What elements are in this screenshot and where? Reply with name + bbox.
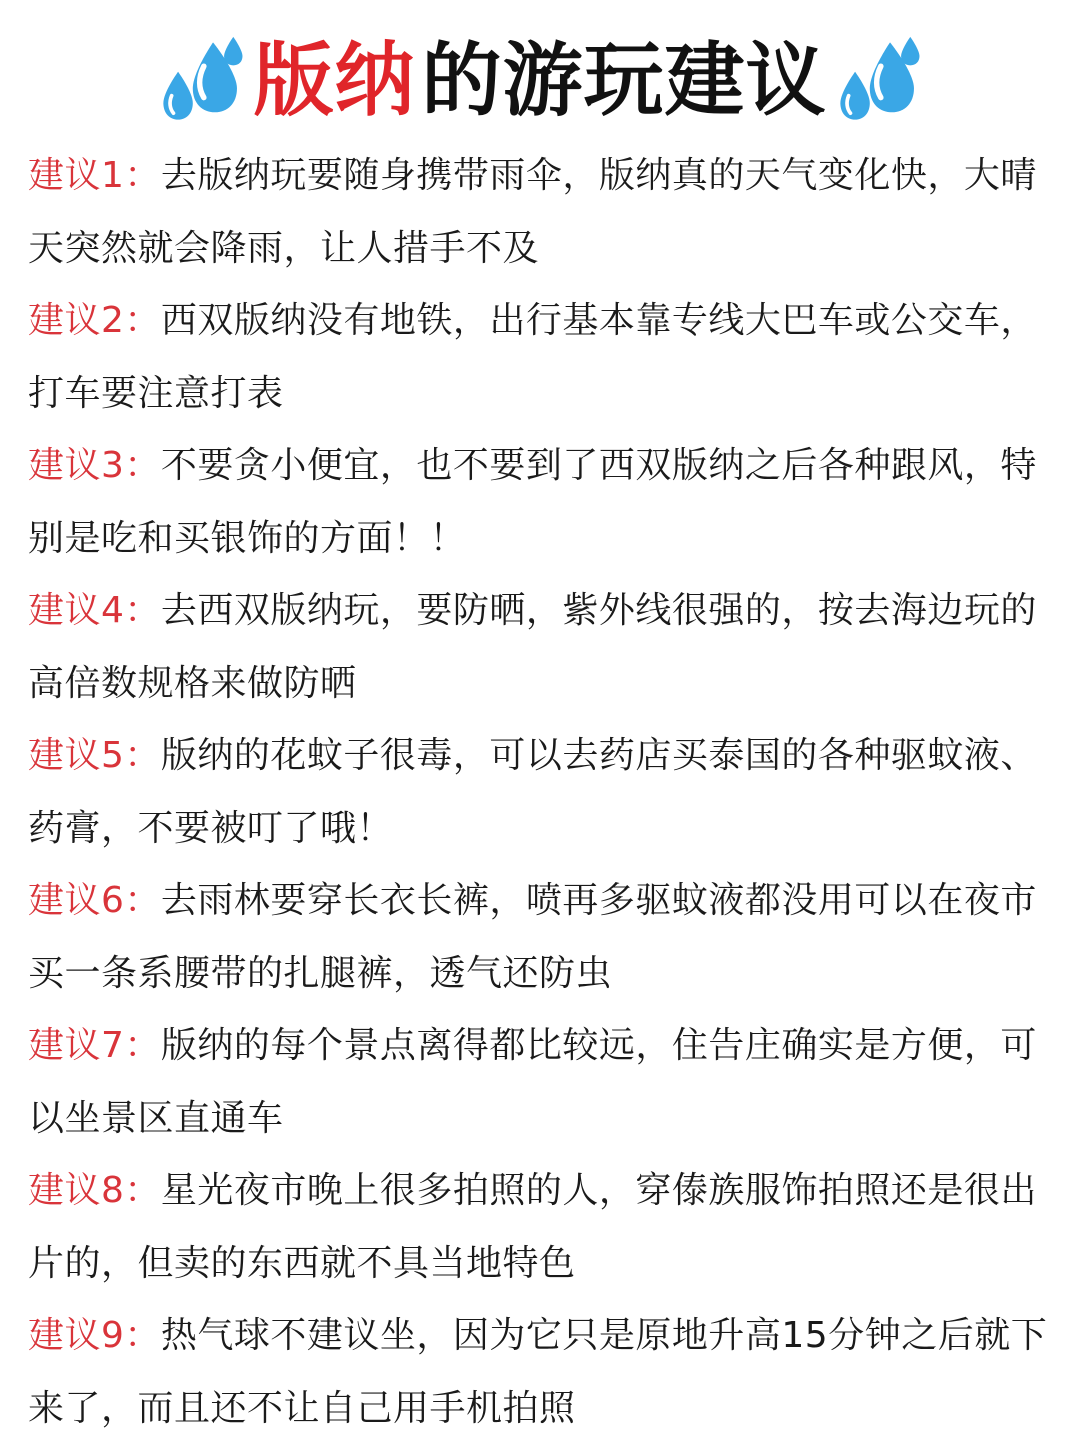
title-rest: 的游玩建议: [421, 34, 827, 127]
tip-text: 去雨林要穿长衣长裤，喷再多驱蚊液都没用可以在夜市买一条系腰带的扎腿裤，透气还防虫: [28, 880, 1037, 994]
tip-label: 建议3：: [28, 445, 161, 486]
title-highlight: 版纳: [253, 34, 416, 127]
tip-item-4: [28, 575, 1068, 720]
tip-text: 版纳的每个景点离得都比较远，住告庄确实是方便，可以坐景区直通车: [28, 1025, 1037, 1139]
tip-item-9: [28, 1300, 1068, 1445]
tip-text: 西双版纳没有地铁，出行基本靠专线大巴车或公交车，打车要注意打表: [28, 300, 1037, 414]
tip-item-7: [28, 1010, 1068, 1155]
tip-label: 建议5：: [28, 735, 161, 776]
tip-label: 建议6：: [28, 880, 161, 921]
tip-text: 去版纳玩要随身携带雨伞，版纳真的天气变化快，大晴天突然就会降雨，让人措手不及: [28, 155, 1037, 269]
tip-item-5: [28, 720, 1068, 865]
tip-text: 星光夜市晚上很多拍照的人，穿傣族服饰拍照还是很出片的，但卖的东西就不具当地特色: [28, 1170, 1037, 1284]
tip-text: 热气球不建议坐，因为它只是原地升高15分钟之后就下来了，而且还不让自己用手机拍照: [28, 1315, 1048, 1429]
sweat-droplets-icon: [833, 35, 925, 127]
tip-item-6: [28, 865, 1068, 1010]
tip-text: 去西双版纳玩，要防晒，紫外线很强的，按去海边玩的高倍数规格来做防晒: [28, 590, 1037, 704]
page-title: [0, 22, 1080, 140]
sweat-droplets-icon: [156, 35, 248, 127]
tip-label: 建议1：: [28, 155, 161, 196]
tip-item-2: [28, 285, 1068, 430]
tip-label: 建议7：: [28, 1025, 161, 1066]
tips-list: [28, 140, 1068, 1445]
tip-label: 建议4：: [28, 590, 161, 631]
tip-text: 不要贪小便宜，也不要到了西双版纳之后各种跟风，特别是吃和买银饰的方面！！: [28, 445, 1037, 559]
tip-label: 建议2：: [28, 300, 161, 341]
tip-label: 建议8：: [28, 1170, 161, 1211]
tip-item-3: [28, 430, 1068, 575]
tip-item-8: [28, 1155, 1068, 1300]
tip-text: 版纳的花蚊子很毒，可以去药店买泰国的各种驱蚊液、药膏，不要被叮了哦！: [28, 735, 1037, 849]
tip-item-1: [28, 140, 1068, 285]
tip-label: 建议9：: [28, 1315, 161, 1356]
